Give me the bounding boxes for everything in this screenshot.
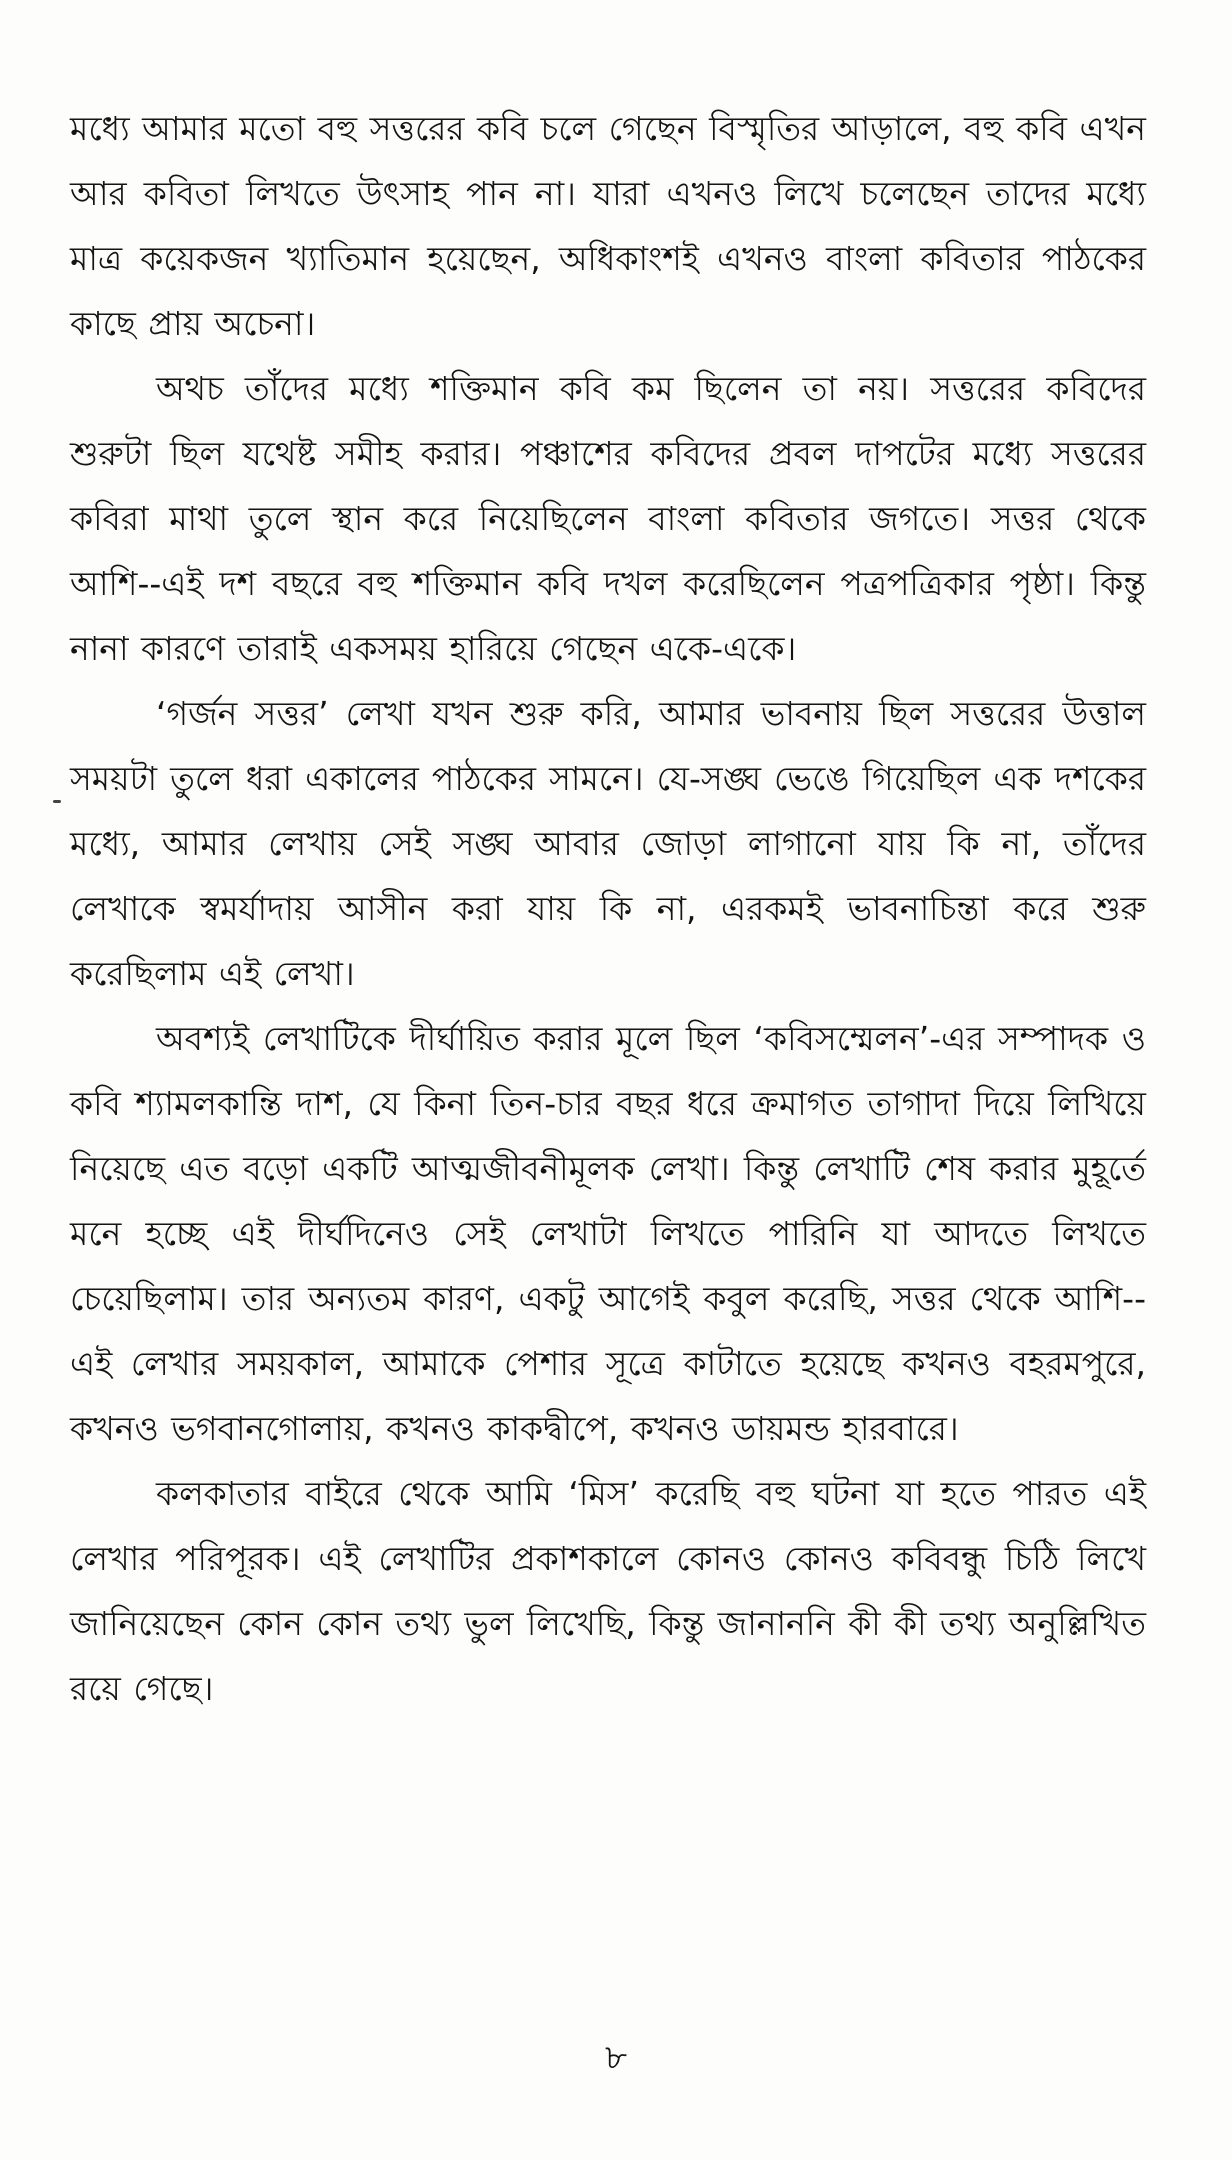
paragraph-1: মধ্যে আমার মতো বহু সত্তরের কবি চলে গেছেন বিস্মৃতির আড়ালে, বহু কবি এখন আর কবিতা লিখতে উৎসাহ পান না। যারা এখনও লিখে চলেছেন তাদের মধ্যে মাত্র কয়েকজন খ্যাতিমান হয়েছেন, অধিকাংশই এখনও বাংলা কবিতার পাঠকের কাছে প্রায় অচেনা।: [70, 109, 1146, 343]
paragraph-3: ‘গর্জন সত্তর’ লেখা যখন শুরু করি, আমার ভাবনায় ছিল সত্তরের উত্তাল সময়টা তুলে ধরা একালের পাঠকের সামনে। যে-সঙ্ঘ ভেঙে গিয়েছিল এক দশকের মধ্যে, আমার লেখায় সেই সঙ্ঘ আবার জোড়া লাগানো যায় কি না, তাঁদের লেখাকে স্বমর্যাদায় আসীন করা যায় কি না, এরকমই ভাবনাচিন্তা করে শুরু করেছিলাম এই লেখা।: [70, 694, 1146, 993]
page-number: ৮: [604, 2038, 628, 2078]
paragraph-5: কলকাতার বাইরে থেকে আমি ‘মিস’ করেছি বহু ঘটনা যা হতে পারত এই লেখার পরিপূরক। এই লেখাটির প্রকাশকালে কোনও কোনও কবিবন্ধু চিঠি লিখে জানিয়েছেন কোন কোন তথ্য ভুল লিখেছি, কিন্তু জানাননি কী কী তথ্য অনুল্লিখিত রয়ে গেছে।: [70, 1474, 1146, 1708]
paragraph-4: অবশ্যই লেখাটিকে দীর্ঘায়িত করার মূলে ছিল ‘কবিসম্মেলন’-এর সম্পাদক ও কবি শ্যামলকান্তি দাশ, যে কিনা তিন-চার বছর ধরে ক্রমাগত তাগাদা দিয়ে লিখিয়ে নিয়েছে এত বড়ো একটি আত্মজীবনীমূলক লেখা। কিন্তু লেখাটি শেষ করার মুহূর্তে মনে হচ্ছে এই দীর্ঘদিনেও সেই লেখাটা লিখতে পারিনি যা আদতে লিখতে চেয়েছিলাম। তার অন্যতম কারণ, একটু আগেই কবুল করেছি, সত্তর থেকে আশি--এই লেখার সময়কাল, আমাকে পেশার সূত্রে কাটাতে হয়েছে কখনও বহরমপুরে, কখনও ভগবানগোলায়, কখনও কাকদ্বীপে, কখনও ডায়মন্ড হারবারে।: [70, 1019, 1146, 1448]
margin-mark: [53, 800, 61, 803]
body-text: [70, 96, 1146, 1721]
paragraph-2: অথচ তাঁদের মধ্যে শক্তিমান কবি কম ছিলেন তা নয়। সত্তরের কবিদের শুরুটা ছিল যথেষ্ট সমীহ করার। পঞ্চাশের কবিদের প্রবল দাপটের মধ্যে সত্তরের কবিরা মাথা তুলে স্থান করে নিয়েছিলেন বাংলা কবিতার জগতে। সত্তর থেকে আশি--এই দশ বছরে বহু শক্তিমান কবি দখল করেছিলেন পত্রপত্রিকার পৃষ্ঠা। কিন্তু নানা কারণে তারাই একসময় হারিয়ে গেছেন একে-একে।: [70, 369, 1146, 668]
